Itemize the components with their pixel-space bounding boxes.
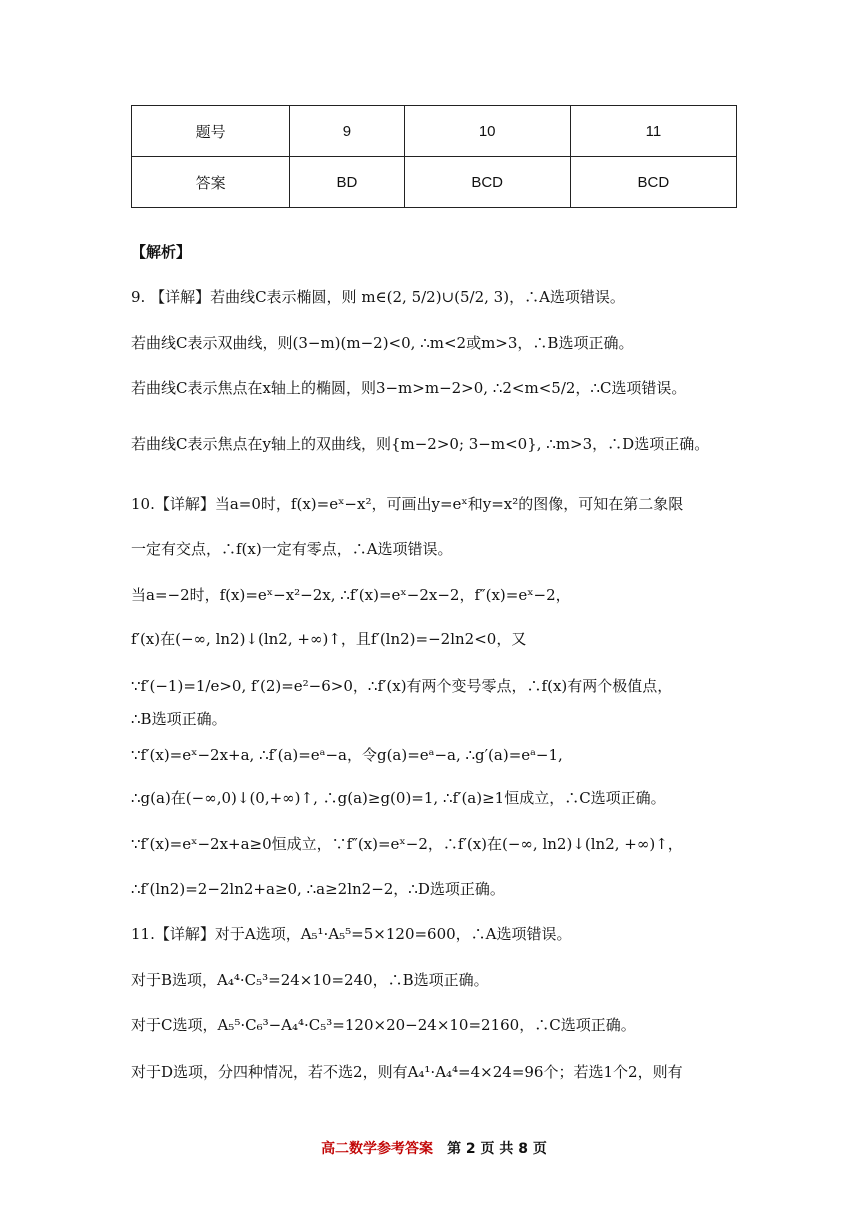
question-number: 11	[570, 106, 736, 157]
table-answer-label: 答案	[132, 157, 290, 208]
q10-line-5: ∵f′(−1)=1/e>0, f′(2)=e²−6>0，∴f′(x)有两个变号零点，∴f(x)有两个极值点，	[131, 677, 673, 695]
table-row	[132, 106, 737, 157]
answer-table	[131, 105, 737, 208]
footer-page-number: 第 2 页 共 8 页	[447, 1141, 547, 1157]
q10-line-9: ∵f′(x)=eˣ−2x+a≥0恒成立，∵f″(x)=eˣ−2，∴f′(x)在(−∞, ln2)↓(ln2, +∞)↑，	[131, 835, 683, 853]
q11-line-1: 11.【详解】对于A选项，A₅¹·A₅⁵=5×120=600，∴A选项错误。	[131, 925, 572, 943]
q9-line-1: 9. 【详解】若曲线C表示椭圆，则 m∈(2, 5/2)∪(5/2, 3)，∴A选项错误。	[131, 288, 625, 306]
answer-cell: BCD	[570, 157, 736, 208]
q10-line-4: f′(x)在(−∞, ln2)↓(ln2, +∞)↑，且f′(ln2)=−2ln2<0，又	[131, 630, 527, 648]
q9-line-2: 若曲线C表示双曲线，则(3−m)(m−2)<0, ∴m<2或m>3，∴B选项正确。	[131, 334, 634, 352]
q10-line-10: ∴f′(ln2)=2−2ln2+a≥0, ∴a≥2ln2−2，∴D选项正确。	[131, 880, 505, 898]
q10-line-6: ∴B选项正确。	[131, 710, 227, 728]
q11-line-3: 对于C选项，A₅⁵·C₆³−A₄⁴·C₅³=120×20−24×10=2160，∴C选项正确。	[131, 1016, 636, 1034]
q11-line-4: 对于D选项，分四种情况，若不选2，则有A₄¹·A₄⁴=4×24=96个；若选1个2，则有	[131, 1063, 683, 1081]
q11-line-2: 对于B选项，A₄⁴·C₅³=24×10=240，∴B选项正确。	[131, 971, 489, 989]
q10-line-2: 一定有交点，∴f(x)一定有零点，∴A选项错误。	[131, 540, 453, 558]
answer-cell: BCD	[404, 157, 570, 208]
question-number: 10	[404, 106, 570, 157]
q9-line-3: 若曲线C表示焦点在x轴上的椭圆，则3−m>m−2>0, ∴2<m<5/2，∴C选项错误。	[131, 379, 687, 397]
q10-line-7: ∵f′(x)=eˣ−2x+a, ∴f′(a)=eᵃ−a，令g(a)=eᵃ−a, ∴g′(a)=eᵃ−1,	[131, 746, 563, 764]
q10-line-3: 当a=−2时，f(x)=eˣ−x²−2x, ∴f′(x)=eˣ−2x−2，f″(x)=eˣ−2，	[131, 586, 571, 604]
footer-title: 高二数学参考答案	[321, 1141, 434, 1157]
q10-line-1: 10.【详解】当a=0时，f(x)=eˣ−x²，可画出y=eˣ和y=x²的图像，可知在第二象限	[131, 495, 684, 513]
q9-line-4: 若曲线C表示焦点在y轴上的双曲线，则{m−2>0; 3−m<0}, ∴m>3，∴D选项正确。	[131, 435, 710, 453]
table-row	[132, 157, 737, 208]
page-footer	[0, 1138, 868, 1158]
section-title: 【解析】	[131, 243, 192, 261]
answer-cell: BD	[290, 157, 404, 208]
q10-line-8: ∴g(a)在(−∞,0)↓(0,+∞)↑, ∴g(a)≥g(0)=1, ∴f′(a)≥1恒成立，∴C选项正确。	[131, 789, 666, 807]
table-header-label: 题号	[132, 106, 290, 157]
question-number: 9	[290, 106, 404, 157]
